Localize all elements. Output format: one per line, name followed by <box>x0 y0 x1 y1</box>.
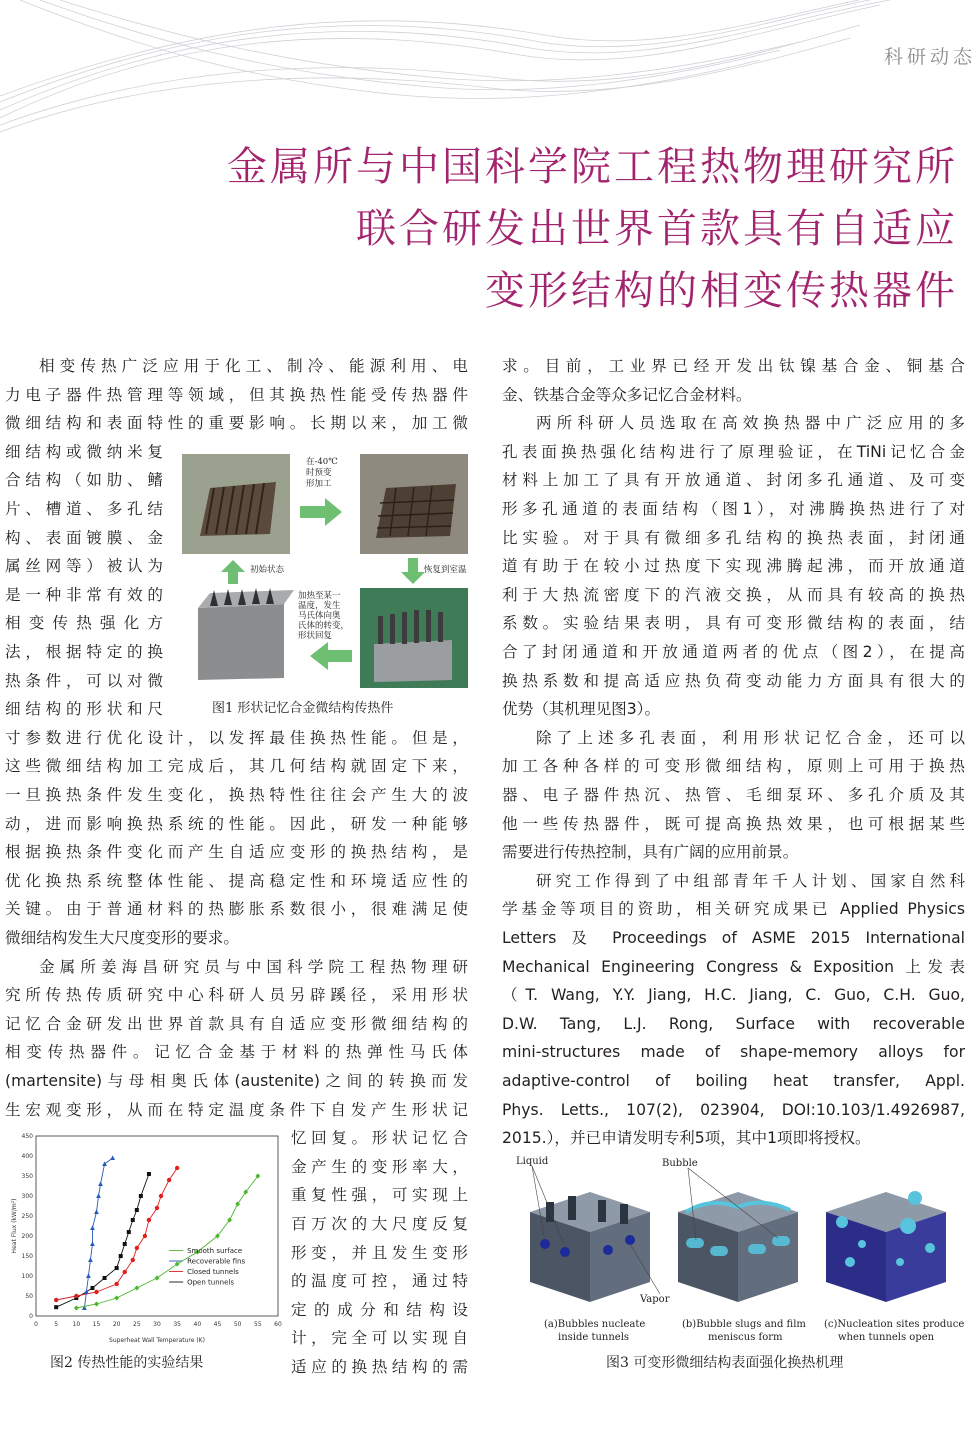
data-point <box>127 1230 131 1234</box>
text-line: 记忆合金研发出世界首款具有自适应变形微细结构的 <box>5 1014 468 1033</box>
figure-3-diagram <box>510 1152 965 1352</box>
legend-entry: Smooth surface <box>187 1247 243 1255</box>
data-point <box>119 1254 123 1258</box>
text-line: 材料上加工了具有开放通道、封闭多孔通道、及可变 <box>502 471 965 490</box>
x-tick-label: 0 <box>34 1321 38 1328</box>
plot-frame <box>36 1136 278 1316</box>
text-line: 需要进行传热控制，具有广阔的应用前景。 <box>502 843 799 862</box>
data-point <box>74 1294 78 1298</box>
fig1-label-heating: 氏体的转变， <box>298 621 350 631</box>
data-point <box>88 1257 93 1262</box>
text-line: 器、电子器件热沉、热管、毛细泵环、多孔介质及其 <box>502 786 965 804</box>
title-line: 联合研发出世界首款具有自适应 <box>356 206 958 252</box>
text-line: （T. Wang, Y.Y. Jiang, H.C. Jiang, C. Guo, C.H. Guo, <box>502 986 965 1005</box>
text-line: 寸参数进行优化设计，以发挥最佳换热性能。但是， <box>5 728 468 747</box>
text-line: 细结构的形状和尺 <box>5 700 163 719</box>
text-line: 他一些传热器件，既可提高换热效果，也可根据某些 <box>502 814 965 833</box>
fig1-label-precondition: 形加工 <box>306 479 332 489</box>
data-point <box>131 1218 135 1222</box>
series-line <box>56 1174 149 1307</box>
text-line: 忆回复。形状记忆合 <box>291 1129 468 1148</box>
text-line: 是一种非常有效的 <box>5 585 163 604</box>
x-tick-label: 50 <box>233 1321 242 1328</box>
text-line: 加工各种各样的可变形微细结构，原则上可用于换热 <box>502 757 965 776</box>
legend-entry: Open tunnels <box>187 1278 234 1287</box>
text-line: 重复性强，可实现上 <box>291 1186 468 1205</box>
text-line: 微细结构发生大尺度变形的要求。 <box>5 929 239 947</box>
fig3-sub-b: meniscus form <box>708 1332 783 1343</box>
y-axis-label: Heat Flux (kW/m²) <box>11 1198 18 1254</box>
data-point <box>135 1246 139 1250</box>
x-tick-label: 10 <box>72 1321 81 1328</box>
text-line: 金属所姜海昌研究员与中国科学院工程热物理研 <box>39 957 468 976</box>
fig3-sub-a: inside tunnels <box>558 1332 630 1343</box>
data-point <box>86 1273 91 1278</box>
text-line: 研究工作得到了中组部青年千人计划、国家自然科 <box>536 871 965 890</box>
text-line: mini-structures made of shape-memory alloys for <box>502 1043 965 1062</box>
fig3-sub-c: when tunnels open <box>838 1332 935 1343</box>
x-tick-label: 25 <box>133 1321 141 1328</box>
x-tick-label: 60 <box>274 1321 282 1328</box>
legend-entry: Closed tunnels <box>187 1268 239 1276</box>
fig1-label-room-temp: 恢复到室温 <box>424 565 467 575</box>
x-axis-label: Superheat Wall Temperature (K) <box>109 1337 205 1344</box>
y-tick-label: 200 <box>21 1233 33 1240</box>
data-point <box>147 1172 151 1176</box>
block-b <box>678 1192 798 1302</box>
block-c <box>826 1191 946 1302</box>
data-point <box>175 1166 179 1170</box>
text-line: 百万次的大尺度反复 <box>291 1215 468 1233</box>
x-tick-label: 45 <box>213 1321 222 1328</box>
text-line: 法，根据特定的换 <box>5 643 163 661</box>
text-line: 形变，并且发生变形 <box>291 1243 468 1262</box>
fig1-label-precondition: 时预变 <box>306 468 332 478</box>
data-point <box>155 1206 159 1210</box>
x-tick-label: 15 <box>92 1321 101 1328</box>
text-line: 这些微细结构加工完成后，其几何结构就固定下来， <box>5 757 468 776</box>
data-point <box>115 1266 119 1270</box>
text-line: 利于大热流密度下的汽液交换，从而具有较高的换热 <box>502 585 965 604</box>
data-point <box>110 1155 115 1160</box>
text-line: 比实验。对于具有微细多孔结构的换热表面，封闭通 <box>502 528 965 547</box>
data-point <box>114 1282 118 1286</box>
fig1-label-heating: 马氏体向奥 <box>298 611 341 621</box>
data-point <box>74 1305 79 1310</box>
y-tick-label: 150 <box>21 1253 33 1260</box>
data-point <box>155 1275 160 1280</box>
text-line: 除了上述多孔表面，利用形状记忆合金，还可以 <box>536 728 965 747</box>
data-point <box>175 1261 180 1266</box>
y-tick-label: 300 <box>21 1193 33 1200</box>
text-line: Mechanical Engineering Congress & Exposition 上发表 <box>502 957 965 976</box>
x-tick-label: 40 <box>193 1321 202 1328</box>
x-tick-label: 20 <box>112 1321 121 1328</box>
text-line: 究所传热传质研究中心科研人员另辟蹊径，采用形状 <box>5 986 468 1005</box>
text-line: 金产生的变形率大， <box>291 1157 468 1176</box>
text-line: D.W. Tang, L.J. Rong, Surface with recoverable <box>502 1014 965 1033</box>
y-tick-label: 50 <box>25 1293 33 1300</box>
text-line: 2015.），并已申请发明专利5项，其中1项即将授权。 <box>502 1129 871 1148</box>
data-point <box>94 1290 98 1294</box>
text-line: 关键。由于普通材料的热膨胀系数很小，很难满足使 <box>5 900 468 919</box>
data-point <box>135 1208 139 1212</box>
text-line: 微细结构和表面特性的重要影响。长期以来，加工微 <box>5 414 468 433</box>
text-line: Letters 及 Proceedings of ASME 2015 International <box>502 929 965 947</box>
data-point <box>90 1225 95 1230</box>
text-line: 一旦换热条件发生变化，换热特性往往会产生大的波 <box>5 786 468 804</box>
text-line: adaptive-control of boiling heat transfer, Appl. <box>502 1072 965 1090</box>
text-line: 孔表面换热强化结构进行了原理验证，在TiNi记忆合金 <box>502 442 965 461</box>
data-point <box>103 1276 107 1280</box>
text-line: 动，进而影响换热系统的性能。因此，研发一种能够 <box>5 814 468 833</box>
text-line: (martensite)与母相奥氏体(austenite)之间的转换而发 <box>5 1072 468 1090</box>
data-point <box>90 1286 94 1290</box>
figure-2 <box>8 1130 283 1345</box>
text-line: 计，完全可以实现自 <box>291 1329 468 1348</box>
y-tick-label: 0 <box>29 1313 33 1320</box>
data-point <box>54 1298 58 1302</box>
text-line: 相变传热强化方 <box>5 614 163 633</box>
x-tick-label: 5 <box>54 1321 59 1328</box>
text-line: 道有助于在较小过热度下实现沸腾起沸，而开放通道 <box>502 557 965 576</box>
text-line: 两所科研人员选取在高效换热器中广泛应用的多 <box>536 414 965 433</box>
data-point <box>147 1218 151 1222</box>
data-point <box>94 1301 99 1306</box>
data-point <box>96 1193 101 1198</box>
text-line: 属丝网等）被认为 <box>5 557 163 576</box>
text-line: 金、铁基合金等众多记忆合金材料。 <box>502 385 752 404</box>
text-line: 求。目前，工业界已经开发出钛镍基合金、铜基合 <box>502 357 965 375</box>
data-point <box>131 1258 135 1262</box>
fig3-label-vapor: Vapor <box>640 1294 670 1305</box>
figure-1-caption: 图1 形状记忆合金微结构传热件 <box>212 701 394 716</box>
text-line: 构、表面镀膜、金 <box>5 528 163 547</box>
data-point <box>114 1295 119 1300</box>
series-line <box>56 1168 177 1300</box>
text-line: 合结构（如肋、鳍 <box>5 471 163 490</box>
y-tick-label: 100 <box>21 1273 33 1280</box>
article-title <box>227 136 958 322</box>
text-line: 学基金等项目的资助，相关研究成果已 Applied Physics <box>502 900 965 919</box>
data-point <box>123 1242 127 1246</box>
text-line: 形多孔通道的表面结构（图1），对沸腾换热进行了对 <box>502 500 965 518</box>
figure-1 <box>180 448 470 698</box>
fig3-label-bubble: Bubble <box>662 1158 698 1169</box>
decorative-swirl <box>0 0 980 150</box>
data-point <box>98 1181 103 1186</box>
title-line: 变形结构的相变传热器件 <box>485 268 958 314</box>
arrow-up-icon <box>221 560 245 584</box>
y-tick-label: 400 <box>21 1153 33 1160</box>
figure-1-diagram <box>180 448 470 698</box>
figure-3 <box>510 1152 965 1352</box>
arrow-right-icon <box>300 498 342 526</box>
text-line: 相变传热器件。记忆合金基于材料的热弹性马氏体 <box>5 1043 468 1062</box>
title-line: 金属所与中国科学院工程热物理研究所 <box>227 144 958 190</box>
y-tick-label: 250 <box>21 1213 33 1220</box>
text-line: 换热系数和提高适应热负荷变动能力方面具有很大的 <box>502 671 965 690</box>
fig3-sub-c: (c)Nucleation sites produce <box>824 1319 965 1330</box>
data-point <box>90 1241 95 1246</box>
data-point <box>102 1161 107 1166</box>
text-line: 定的成分和结构设 <box>291 1300 468 1319</box>
text-line: 力电子器件热管理等领域，但其换热性能受传热器件 <box>5 385 468 404</box>
fig1-label-heating: 加热至某一 <box>298 591 341 601</box>
text-line: Phys. Letts., 107(2), 023904, DOI:10.103/1.4926987, <box>502 1100 965 1119</box>
data-point <box>139 1194 143 1198</box>
text-line: 的温度可控，通过特 <box>291 1272 468 1291</box>
data-point <box>84 1289 89 1294</box>
x-tick-label: 30 <box>153 1321 161 1328</box>
y-tick-label: 450 <box>21 1133 33 1140</box>
section-label: 科研动态 <box>883 46 976 68</box>
fig3-sub-a: (a)Bubbles nucleate <box>544 1319 646 1330</box>
y-tick-label: 350 <box>21 1173 33 1180</box>
text-line: 适应的换热结构的需 <box>291 1358 468 1376</box>
data-point <box>123 1270 127 1274</box>
data-point <box>54 1305 58 1309</box>
fig1-label-heating: 温度，发生 <box>298 601 341 611</box>
text-line: 根据换热条件变化而产生自适应变形的换热结构，是 <box>5 843 468 862</box>
data-point <box>167 1178 171 1182</box>
x-tick-label: 55 <box>254 1321 262 1328</box>
fig3-label-liquid: Liquid <box>516 1156 549 1167</box>
arrow-down-icon <box>401 558 425 584</box>
text-line: 生宏观变形，从而在特定温度条件下自发产生形状记 <box>5 1100 468 1119</box>
text-line: 片、槽道、多孔结 <box>5 500 163 518</box>
legend-entry: Recoverable fins <box>187 1257 246 1266</box>
fig3-sub-b: (b)Bubble slugs and film <box>682 1319 806 1330</box>
text-line: 优化换热系统整体性能、提高稳定性和环境适应性的 <box>5 871 468 890</box>
series-line <box>76 1176 258 1308</box>
fig1-label-heating: 形状回复 <box>298 631 333 641</box>
fig1-label-initial: 初始状态 <box>250 565 285 575</box>
text-line: 热条件，可以对微 <box>5 671 163 690</box>
arrow-left-icon <box>310 642 352 670</box>
x-tick-label: 35 <box>173 1321 181 1328</box>
figure-2-caption: 图2 传热性能的实验结果 <box>50 1355 204 1371</box>
text-line: 系数。实验结果表明，具有可变形微结构的表面，结 <box>502 614 965 633</box>
heat-flux-chart <box>8 1130 283 1345</box>
text-line: 细结构或微纳米复 <box>5 442 163 461</box>
text-line: 相变传热广泛应用于化工、制冷、能源利用、电 <box>39 357 468 375</box>
series-line <box>84 1158 112 1308</box>
fig1-label-precondition: 在-40℃ <box>306 457 338 467</box>
data-point <box>134 1285 139 1290</box>
data-point <box>159 1194 163 1198</box>
data-point <box>94 1209 99 1214</box>
data-point <box>143 1234 147 1238</box>
text-line: 优势（其机理见图3）。 <box>502 700 661 719</box>
figure-3-caption: 图3 可变形微细结构表面强化换热机理 <box>606 1355 844 1371</box>
text-line: 合了封闭通道和开放通道两者的优点（图2），在提高 <box>502 643 965 661</box>
